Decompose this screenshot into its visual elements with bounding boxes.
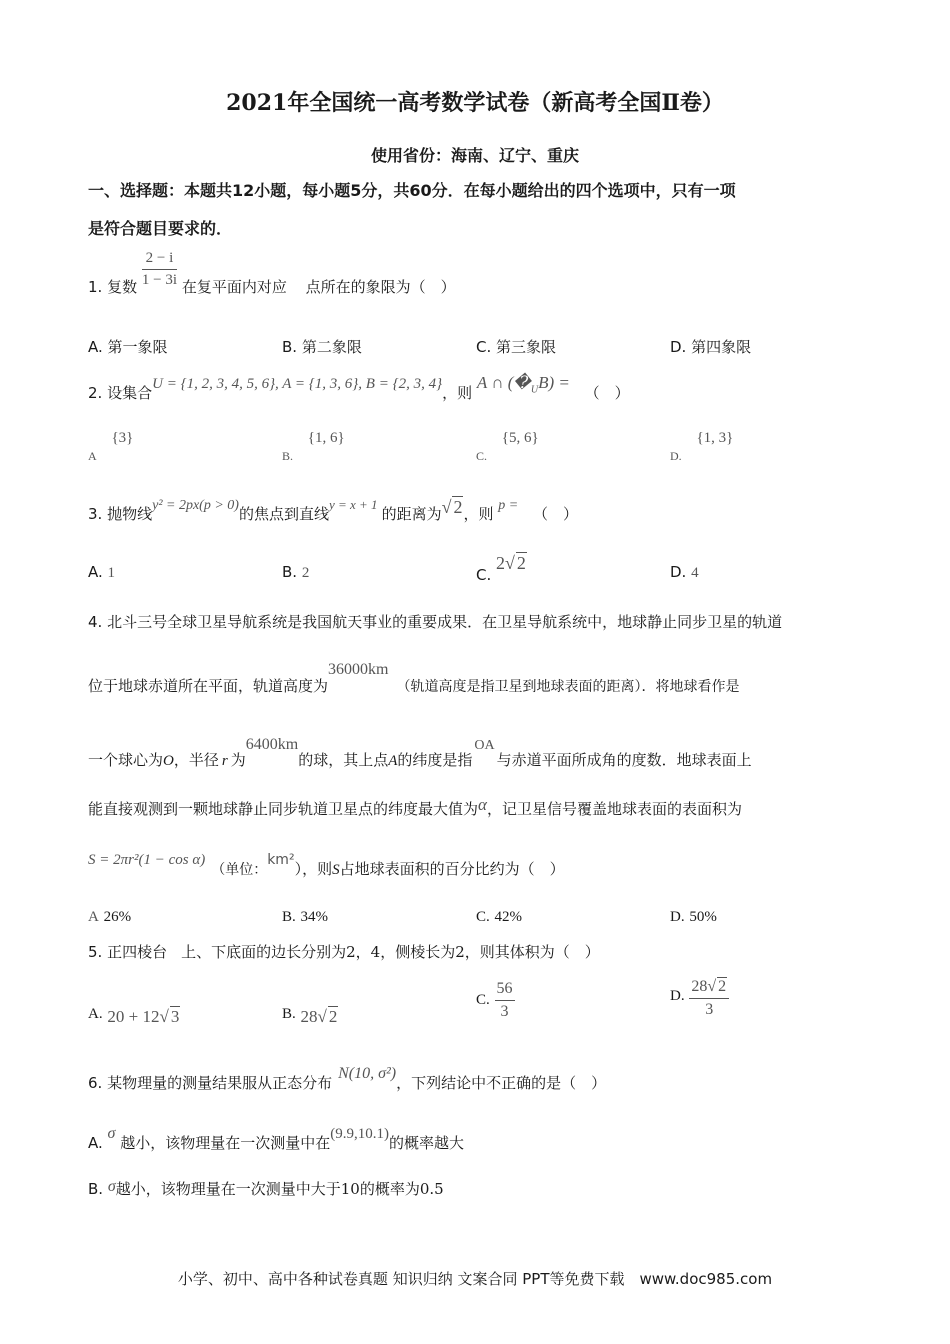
q4-O: O: [163, 753, 174, 769]
q2-expression: [476, 373, 570, 396]
q5-option-a-radicand: 3: [170, 1007, 180, 1026]
q3-mid1: 的焦点到直线: [238, 505, 329, 523]
q3-distance-radicand: 2: [453, 497, 463, 517]
q1-option-a: [88, 336, 168, 357]
q3-equation: y² = 2px(p > 0): [152, 498, 239, 513]
q3-p: p =: [498, 498, 519, 513]
q4-line3: [88, 733, 752, 769]
q6-option-b-text: 越小，该物理量在一次测量中大于10的概率为0.5: [115, 1180, 444, 1198]
q1-option-a-letter: A.: [88, 338, 103, 356]
q4-line5-a: （单位：: [211, 862, 268, 878]
q4-option-d-letter: D.: [670, 909, 685, 925]
q4-line3-d: 的球，其上点: [298, 751, 389, 769]
q1-option-d-text: 第四象限: [691, 338, 752, 356]
q2-set-math: U = {1, 2, 3, 4, 5, 6}, A = {1, 3, 6}, B = {2, 3, 4}: [152, 376, 443, 392]
q1-option-c: [476, 336, 556, 357]
q1-option-a-text: 第一象限: [107, 338, 168, 356]
q4-option-b-letter: B.: [282, 909, 296, 925]
q1-option-c-letter: C.: [476, 338, 492, 356]
q1-option-b-letter: B.: [282, 338, 298, 356]
q6-prefix: 某物理量的测量结果服从正态分布: [107, 1074, 333, 1092]
q5-option-b: B. 28√ 2: [282, 1006, 338, 1026]
q1-option-b: [282, 336, 362, 357]
q3-option-c-letter: C.: [476, 566, 492, 584]
question-5: [88, 941, 600, 962]
q5-option-a-letter: A.: [88, 1006, 103, 1022]
q3-option-c: C. 2√ 2: [476, 553, 526, 584]
q5-option-b-letter: B.: [282, 1006, 296, 1022]
q6-option-a-text-a: 越小，该物理量在一次测量中在: [120, 1134, 331, 1152]
q1-suffix: 在复平面内对应: [181, 278, 287, 296]
q5-text-b: 上、下底面的边长分别为2，4，侧棱长为2，则其体积为（ ）: [181, 943, 600, 961]
question-1: [88, 250, 456, 296]
q2-option-a: [88, 428, 134, 463]
q2-option-d-letter: D.: [670, 449, 682, 463]
q5-option-c-numerator: 56: [495, 980, 515, 1001]
q2-option-a-text: {3}: [111, 430, 134, 446]
q6-distribution: N(10, σ²): [338, 1065, 397, 1082]
q3-option-b-letter: B.: [282, 563, 298, 581]
q5-option-d-radicand: 2: [718, 978, 727, 995]
q4-line5-c: 占地球表面积的百分比约为（ ）: [339, 860, 565, 878]
q4-unit: km²: [267, 852, 295, 868]
q6-option-a-interval: (9.9,10.1): [330, 1126, 389, 1142]
q3-option-d-text: 4: [691, 565, 699, 581]
q4-r: r: [221, 753, 228, 769]
q2-prefix: 设集合: [107, 384, 153, 402]
q4-line1: [88, 611, 782, 632]
q6-option-a: [88, 1122, 464, 1152]
q3-option-d-letter: D.: [670, 563, 687, 581]
q3-mid3: ，则: [463, 505, 494, 523]
q6-option-b: [88, 1178, 444, 1199]
q2-option-c-text: {5, 6}: [501, 430, 539, 446]
q2-option-b: [282, 428, 345, 463]
q3-option-c-radicand: 2: [516, 553, 526, 573]
q4-option-c-letter: C.: [476, 909, 490, 925]
q3-option-a-text: 1: [107, 565, 116, 581]
q4-line3-a: 一个球心为: [88, 751, 164, 769]
q5-option-d-letter: D.: [670, 988, 685, 1004]
q4-line3-b: ，半径: [173, 751, 219, 769]
q4-line3-f: 与赤道平面所成角的度数．地球表面上: [496, 751, 752, 769]
q2-suffix: （ ）: [584, 384, 630, 402]
q4-alpha: α: [478, 795, 487, 814]
q6-option-a-text-b: 的概率越大: [388, 1134, 464, 1152]
q4-line5: [88, 848, 565, 878]
q4-option-a-letter: A: [88, 909, 99, 925]
q3-mid2: 的距离为: [381, 505, 442, 523]
q6-option-a-letter: A.: [88, 1134, 103, 1152]
q3-option-b-text: 2: [301, 565, 310, 581]
q3-option-d: [670, 563, 699, 582]
q3-number: 3.: [88, 505, 103, 523]
question-6: [88, 1062, 607, 1092]
q3-option-c-coef: 2: [496, 553, 506, 573]
q2-option-b-letter: B.: [282, 449, 294, 463]
q5-option-b-radicand: 2: [328, 1007, 338, 1026]
q4-line4: [88, 796, 742, 817]
q2-number: 2.: [88, 384, 103, 402]
q4-line3-e: 的纬度是指: [397, 751, 473, 769]
q2-option-b-text: {1, 6}: [307, 430, 345, 446]
q4-line1-text: 北斗三号全球卫星导航系统是我国航天事业的重要成果．在卫星导航系统中，地球静止同步卫星的轨道: [107, 613, 783, 631]
q2-option-c: [476, 428, 539, 463]
q2-option-a-letter: A: [88, 449, 97, 463]
q6-suffix: ，下列结论中不正确的是（ ）: [396, 1074, 607, 1092]
section-heading-line1: 一、选择题：本题共12小题，每小题5分，共60分．在每小题给出的四个选项中，只有一项: [88, 181, 736, 200]
q3-prefix: 抛物线: [107, 505, 153, 523]
q3-option-b: [282, 563, 309, 582]
q4-line5-b: ），则: [294, 860, 333, 878]
q5-option-b-text: 28: [300, 1007, 318, 1026]
q3-option-a-letter: A.: [88, 563, 103, 581]
q5-option-d-fraction: $\frac{28√ 2}{3}$: [689, 977, 729, 1019]
q4-line3-c: 为: [230, 751, 246, 769]
q4-line4-a: 能直接观测到一颗地球静止同步轨道卫星点的纬度最大值为: [88, 800, 479, 818]
q5-option-d: [670, 977, 729, 1019]
q5-option-c-fraction: [495, 980, 515, 1021]
q4-S: S: [332, 862, 340, 878]
q1-suffix2: 点所在的象限为（ ）: [305, 278, 456, 296]
q3-distance: √ 2: [441, 497, 463, 517]
q2-expr-start: A ∩ (�: [476, 373, 531, 392]
q4-radius: 6400km: [245, 736, 299, 753]
question-2: [88, 372, 630, 402]
q1-prefix: 复数: [107, 278, 138, 296]
q1-frac-numerator: 2 − i: [142, 250, 177, 270]
q5-number: 5.: [88, 943, 103, 961]
q4-number: 4.: [88, 613, 103, 631]
q4-formula: S = 2πr²(1 − cos α): [88, 852, 206, 868]
q2-option-d-text: {1, 3}: [696, 430, 734, 446]
q2-option-d: [670, 428, 734, 463]
q6-option-b-sigma: σ: [107, 1178, 116, 1195]
q4-line2: [88, 658, 740, 695]
q2-option-c-letter: C.: [476, 449, 488, 463]
q3-line: y = x + 1: [328, 497, 378, 512]
q5-option-a-text: 20 + 12: [107, 1007, 160, 1026]
q4-A: A: [388, 753, 398, 769]
question-3: [88, 492, 579, 523]
q1-fraction: [142, 250, 177, 289]
q6-option-b-letter: B.: [88, 1180, 104, 1198]
q5-option-c: [476, 980, 515, 1021]
q4-option-b-text: 34%: [300, 909, 329, 925]
q4-option-a: [88, 907, 131, 926]
q4-option-c-text: 42%: [494, 909, 523, 925]
q1-number: 1.: [88, 278, 103, 296]
q5-text-a: 正四棱台: [107, 943, 168, 961]
q4-line2-b: （轨道高度是指卫星到地球表面的距离）．将地球看作是: [396, 679, 740, 695]
q3-suffix: （ ）: [533, 505, 579, 523]
q2-expr-sub: U: [530, 384, 539, 396]
q5-option-a: A. 20 + 12√ 3: [88, 1006, 180, 1026]
q4-orbit-height: 36000km: [328, 661, 389, 678]
q4-option-d-text: 50%: [689, 909, 717, 925]
q4-line4-b: ，记卫星信号覆盖地球表面的表面积为: [486, 800, 742, 818]
q2-expr-end: B) =: [538, 373, 570, 392]
q1-option-d: [670, 336, 751, 357]
q1-option-b-text: 第二象限: [301, 338, 362, 356]
section-heading-line2: 是符合题目要求的．: [88, 219, 233, 238]
q4-line2-a: 位于地球赤道所在平面，轨道高度为: [88, 677, 329, 695]
q5-option-c-letter: C.: [476, 992, 490, 1008]
q6-number: 6.: [88, 1074, 103, 1092]
q4-option-a-text: 26%: [103, 909, 132, 925]
q1-option-c-text: 第三象限: [496, 338, 557, 356]
q6-option-a-sigma: σ: [107, 1125, 116, 1142]
q4-option-c: [476, 907, 522, 926]
q4-option-b: [282, 907, 328, 926]
q5-option-d-numerator: 28: [691, 978, 708, 995]
q4-OA: OA: [474, 738, 495, 753]
footer-banner[interactable]: 小学、初中、高中各种试卷真题 知识归纳 文案合同 PPT等免费下载 www.doc985.com: [177, 1270, 773, 1288]
q4-option-d: [670, 907, 717, 926]
q5-option-d-denominator: 3: [705, 1001, 714, 1018]
q1-option-d-letter: D.: [670, 338, 687, 356]
page-subtitle: 使用省份：海南、辽宁、重庆: [370, 146, 579, 165]
page-title: 2021年全国统一高考数学试卷（新高考全国Ⅱ卷）: [226, 90, 724, 116]
q3-option-a: [88, 563, 115, 582]
q1-frac-denominator: 1 − 3i: [141, 272, 178, 288]
q5-option-c-denominator: 3: [500, 1003, 509, 1020]
q2-mid: ，则: [442, 384, 473, 402]
